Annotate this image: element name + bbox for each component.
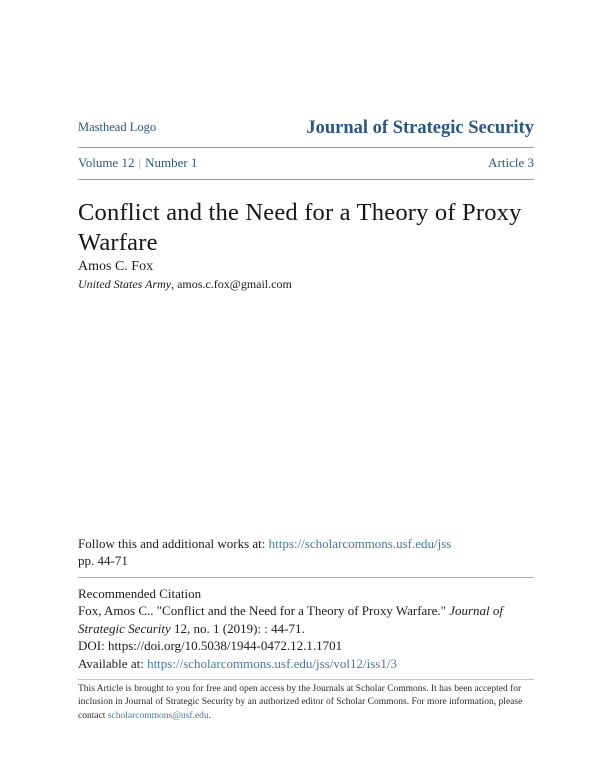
repository-link[interactable]: https://scholarcommons.usf.edu/jss: [268, 536, 452, 551]
masthead-logo-link[interactable]: Masthead Logo: [78, 120, 157, 135]
journal-title: Journal of Strategic Security: [306, 118, 534, 138]
footer-divider: [78, 679, 534, 680]
citation-reference: [78, 602, 536, 637]
page-range: pp. 44-71: [78, 553, 128, 568]
footer-text-period: .: [208, 710, 212, 721]
header-divider-bottom: [78, 179, 534, 180]
recommended-citation-heading: Recommended Citation: [78, 586, 202, 601]
citation-journal-name: Journal of Strategic Security: [78, 603, 504, 636]
affiliation-separator: ,: [171, 277, 178, 291]
affiliation-organization: United States Army: [78, 277, 172, 291]
number-label: Number 1: [145, 155, 198, 170]
article-number: Article 3: [488, 155, 534, 170]
author-affiliation: [78, 277, 292, 292]
volume-label: Volume 12: [78, 155, 135, 170]
contact-email-link[interactable]: scholarcommons@usf.edu: [107, 710, 209, 721]
follow-works-text: Follow this and additional works at:: [78, 536, 269, 551]
footer-note: [78, 683, 540, 723]
available-at-link[interactable]: https://scholarcommons.usf.edu/jss/vol12/iss1/3: [147, 656, 397, 672]
citation-text-start: Fox, Amos C.. "Conflict and the Need for a Theory of Proxy Warfare.": [78, 603, 450, 618]
available-at-text: Available at:: [78, 656, 148, 672]
article-title: Conflict and the Need for a Theory of Proxy Warfare: [78, 199, 522, 256]
footer-text: This Article is brought to you for free and open access by the Journals at Scholar Commons. It has been accepted for inclusion in Journal of Strategic Security by an authorized editor of Scholar Commons. For more information, please contact: [78, 684, 523, 721]
available-at-line: [78, 655, 536, 673]
masthead-row: [78, 118, 534, 138]
citation-text-end: 12, no. 1 (2019): : 44-71.: [170, 620, 305, 636]
author-name: Amos C. Fox: [78, 259, 154, 274]
author-email: amos.c.fox@gmail.com: [177, 277, 292, 291]
volume-number: [78, 155, 197, 171]
issue-row: [78, 155, 534, 171]
pipe-separator: |: [138, 155, 142, 170]
citation-block: [78, 602, 536, 673]
citation-divider: [78, 577, 534, 578]
doi-line: DOI: https://doi.org/10.5038/1944-0472.12.1.1701: [78, 638, 343, 654]
follow-works-line: [78, 536, 540, 552]
header-divider-top: [78, 147, 534, 148]
